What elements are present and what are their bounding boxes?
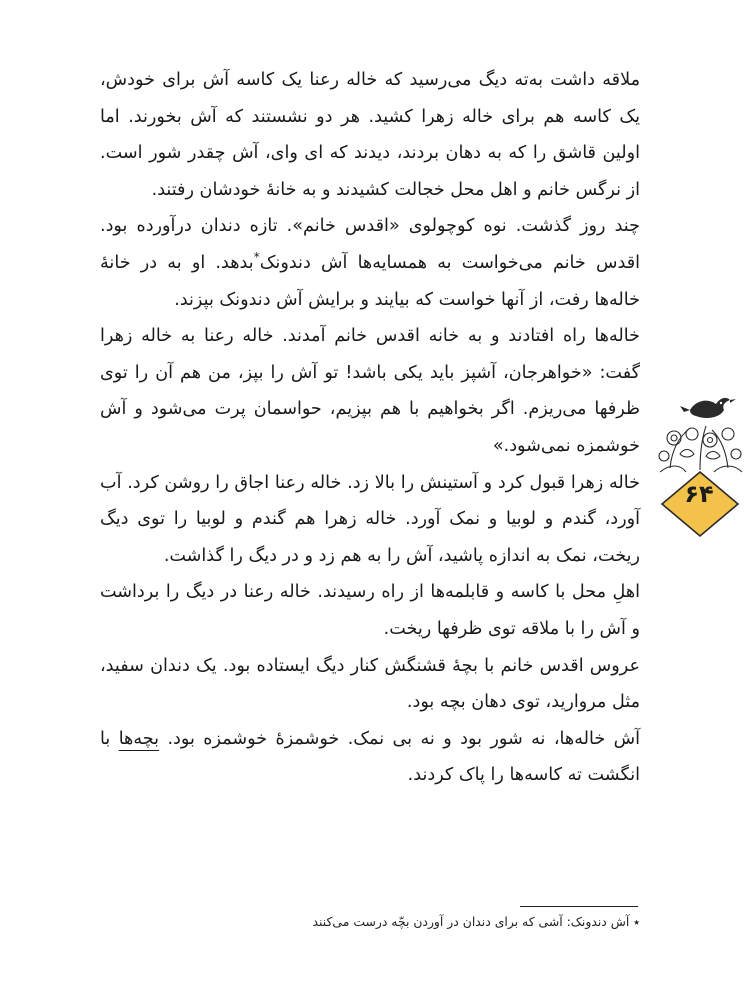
paragraph-6: عروس اقدس خانم با بچهٔ قشنگش کنار دیگ ایستاده بود. یک دندان سفید، مثل مروارید، توی دهان بچه بود. [100,655,640,713]
paragraph-2-text: چند روز گذشت. نوه کوچولوی «اقدس خانم». تازه دندان درآورده بود. اقدس خانم می‌خواست به همسایه‌ها آش دندونک [100,216,641,273]
paragraph-7 [100,721,640,794]
paragraph-2-continued: بدهد. او به در خانهٔ خاله‌ها رفت، از آنها خواست که بیایند و برایش آش دندونک بپزند. [100,252,640,310]
paragraph-1: ملاقه داشت به‌ته دیگ می‌رسید که خاله رعنا یک کاسه آش برای خودش، یک کاسه هم برای خاله زهرا کشید. هر دو نشستند که آش بخورند. اما اولین قاشق را که به دهان بردند، دیدند که ای وای، آش چقدر شور است. از نرگس خانم و اهل محل خجالت کشیدند و به خانهٔ خودشان رفتند. [100,70,640,200]
footnote-divider [520,906,638,907]
page-number: ۶۴ [684,480,714,508]
footnote: ٭ آش دندونک: آشی که برای دندان در آوردن بچّه درست می‌کنند [312,914,640,929]
paragraph-3: خاله‌ها راه افتادند و به خانه اقدس خانم آمدند. خاله رعنا به خاله زهرا گفت: «خواهرجان، آشپز باید یکی باشد! تو آش را بپز، من هم آن را توی ظرفها می‌ریزم. اگر بخواهیم با هم بپزیم، حواسمان پرت می‌شود و آش خوشمزه نمی‌شود.» [100,326,640,456]
paragraph-2 [100,208,640,318]
flower-bouquet-icon [659,426,742,472]
bird-icon [680,398,736,418]
story-text [100,62,640,794]
paragraph-7-end: با انگشت ته کاسه‌ها را پاک کردند. [100,728,640,786]
paragraph-4: خاله زهرا قبول کرد و آستینش را بالا زد. خاله رعنا اجاق را روشن کرد. آب آورد، گندم و لوبیا و نمک آورد. خاله زهرا هم گندم و لوبیا را توی دیگ ریخت، نمک به اندازه پاشید، آش را به هم زد و در دیگ را گذاشت. [100,472,640,566]
footnote-marker: * [253,250,260,265]
paragraph-7-text: آش خاله‌ها، نه شور بود و نه بی نمک. خوشمزهٔ خوشمزه بود. [167,728,640,749]
underlined-children-word: بچه‌ها [118,728,160,749]
paragraph-5: اهلِ محل با کاسه و قابلمه‌ها از راه رسیدند. خاله رعنا در دیگ را برداشت و آش را با ملاقه توی ظرفها ریخت. [100,582,640,639]
